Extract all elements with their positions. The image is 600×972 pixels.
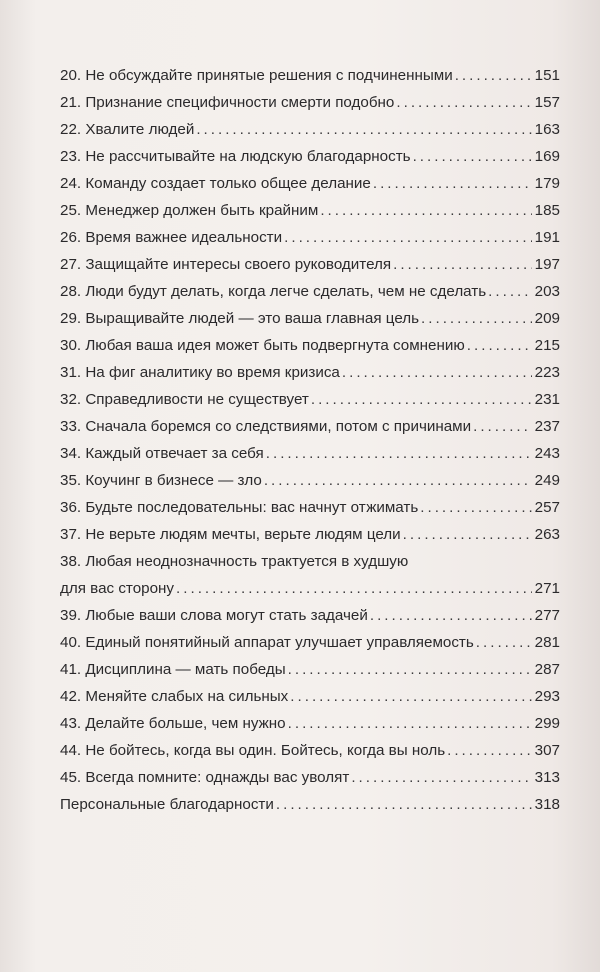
toc-entry-title: 27. Защищайте интересы своего руководителя [60, 256, 392, 273]
toc-entry [60, 332, 560, 359]
leader-dots [403, 521, 532, 548]
toc-entry-page: 257 [534, 499, 560, 516]
toc-entry-title: 29. Выращивайте людей — это ваша главная цель [60, 310, 420, 327]
toc-entry [60, 440, 560, 467]
toc-entry [60, 116, 560, 143]
leader-dots [288, 710, 532, 737]
toc-entry-page: 203 [534, 283, 560, 300]
toc-entry-title: 25. Менеджер должен быть крайним [60, 202, 319, 219]
toc-entry-page: 191 [534, 229, 560, 246]
toc-entry [60, 170, 560, 197]
toc-entry-title: 45. Всегда помните: однажды вас уволят [60, 769, 350, 786]
toc-entry-page: 299 [534, 715, 560, 732]
toc-entry-page: 157 [534, 94, 560, 111]
leader-dots [351, 764, 532, 791]
leader-dots [370, 602, 532, 629]
leader-dots [467, 332, 532, 359]
leader-dots [284, 224, 532, 251]
toc-entry-page: 281 [534, 634, 560, 651]
toc-entry-title: 28. Люди будут делать, когда легче сделать, чем не сделать [60, 283, 487, 300]
leader-dots [420, 494, 532, 521]
toc-entry [60, 494, 560, 521]
toc-entry-page: 209 [534, 310, 560, 327]
leader-dots [473, 413, 532, 440]
toc-entry [60, 791, 560, 818]
toc-entry [60, 278, 560, 305]
toc-entry [60, 359, 560, 386]
toc-entry-page: 307 [534, 742, 560, 759]
leader-dots [455, 62, 532, 89]
toc-entry [60, 386, 560, 413]
toc-entry-title: 44. Не бойтесь, когда вы один. Бойтесь, когда вы ноль [60, 742, 446, 759]
toc-entry-page: 313 [534, 769, 560, 786]
toc-entry-page: 237 [534, 418, 560, 435]
toc-entry-page: 243 [534, 445, 560, 462]
leader-dots [276, 791, 532, 818]
toc-entry [60, 521, 560, 548]
toc-entry [60, 197, 560, 224]
toc-entry-title: 43. Делайте больше, чем нужно [60, 715, 286, 732]
toc-entry [60, 629, 560, 656]
toc-entry [60, 710, 560, 737]
toc-entry-title: 23. Не рассчитывайте на людскую благодарность [60, 148, 411, 165]
leader-dots [311, 386, 532, 413]
toc-entry-title: 39. Любые ваши слова могут стать задачей [60, 607, 368, 624]
leader-dots [421, 305, 532, 332]
toc-entry [60, 143, 560, 170]
toc-entry-page: 231 [534, 391, 560, 408]
toc-entry-title: 31. На фиг аналитику во время кризиса [60, 364, 340, 381]
toc-entry-page: 179 [534, 175, 560, 192]
leader-dots [320, 197, 532, 224]
leader-dots [447, 737, 532, 764]
toc-entry [60, 602, 560, 629]
leader-dots [266, 440, 532, 467]
toc-entry-title: 33. Сначала боремся со следствиями, потом с причинами [60, 418, 472, 435]
leader-dots [373, 170, 532, 197]
toc-entry-title: 26. Время важнее идеальности [60, 229, 283, 246]
toc-entry-title: 35. Коучинг в бизнесе — зло [60, 472, 262, 489]
toc-entry-page: 249 [534, 472, 560, 489]
leader-dots [290, 683, 532, 710]
toc-entry [60, 62, 560, 89]
toc-entry-title: Персональные благодарности [60, 796, 274, 813]
toc-entry-title: 38. Любая неоднозначность трактуется в худшую [60, 553, 409, 570]
toc-entry-page: 223 [534, 364, 560, 381]
toc-entry-page: 277 [534, 607, 560, 624]
toc-entry-title-continued: для вас сторону [60, 580, 175, 597]
toc-entry-page: 271 [534, 580, 560, 597]
toc-entry [60, 224, 560, 251]
toc-entry-page: 318 [534, 796, 560, 813]
toc-entry-title: 20. Не обсуждайте принятые решения с подчиненными [60, 67, 453, 84]
toc-entry [60, 764, 560, 791]
leader-dots [342, 359, 532, 386]
toc-entry-page: 215 [534, 337, 560, 354]
toc-entry-title: 36. Будьте последовательны: вас начнут отжимать [60, 499, 419, 516]
toc-entry [60, 656, 560, 683]
leader-dots [413, 143, 532, 170]
leader-dots [393, 251, 532, 278]
toc-entry-title: 40. Единый понятийный аппарат улучшает управляемость [60, 634, 474, 651]
leader-dots [396, 89, 532, 116]
toc-entry [60, 305, 560, 332]
toc-entry-title: 21. Признание специфичности смерти подобно [60, 94, 395, 111]
toc-entry-title: 24. Команду создает только общее делание [60, 175, 371, 192]
leader-dots [264, 467, 532, 494]
leader-dots [476, 629, 532, 656]
toc-entry [60, 467, 560, 494]
toc-entry [60, 89, 560, 116]
toc-entry-title: 30. Любая ваша идея может быть подвергнута сомнению [60, 337, 465, 354]
toc-entry-title: 34. Каждый отвечает за себя [60, 445, 264, 462]
toc-entry-title: 41. Дисциплина — мать победы [60, 661, 286, 678]
toc-entry-page: 163 [534, 121, 560, 138]
toc-entry [60, 413, 560, 440]
leader-dots [196, 116, 532, 143]
toc-entry-page: 287 [534, 661, 560, 678]
leader-dots [488, 278, 532, 305]
toc-entry-title: 32. Справедливости не существует [60, 391, 309, 408]
leader-dots [176, 575, 532, 602]
toc-entry-page: 197 [534, 256, 560, 273]
toc-entry-title: 37. Не верьте людям мечты, верьте людям цели [60, 526, 401, 543]
toc-entry [60, 251, 560, 278]
toc-entry [60, 683, 560, 710]
toc-entry-title: 22. Хвалите людей [60, 121, 195, 138]
toc-entry [60, 548, 560, 602]
toc-entry-page: 185 [534, 202, 560, 219]
toc-entry-page: 151 [534, 67, 560, 84]
toc-entry-page: 263 [534, 526, 560, 543]
toc-entry-page: 169 [534, 148, 560, 165]
toc-entry-page: 293 [534, 688, 560, 705]
leader-dots [288, 656, 532, 683]
toc-entry-title: 42. Меняйте слабых на сильных [60, 688, 289, 705]
table-of-contents [60, 62, 560, 818]
toc-entry [60, 737, 560, 764]
